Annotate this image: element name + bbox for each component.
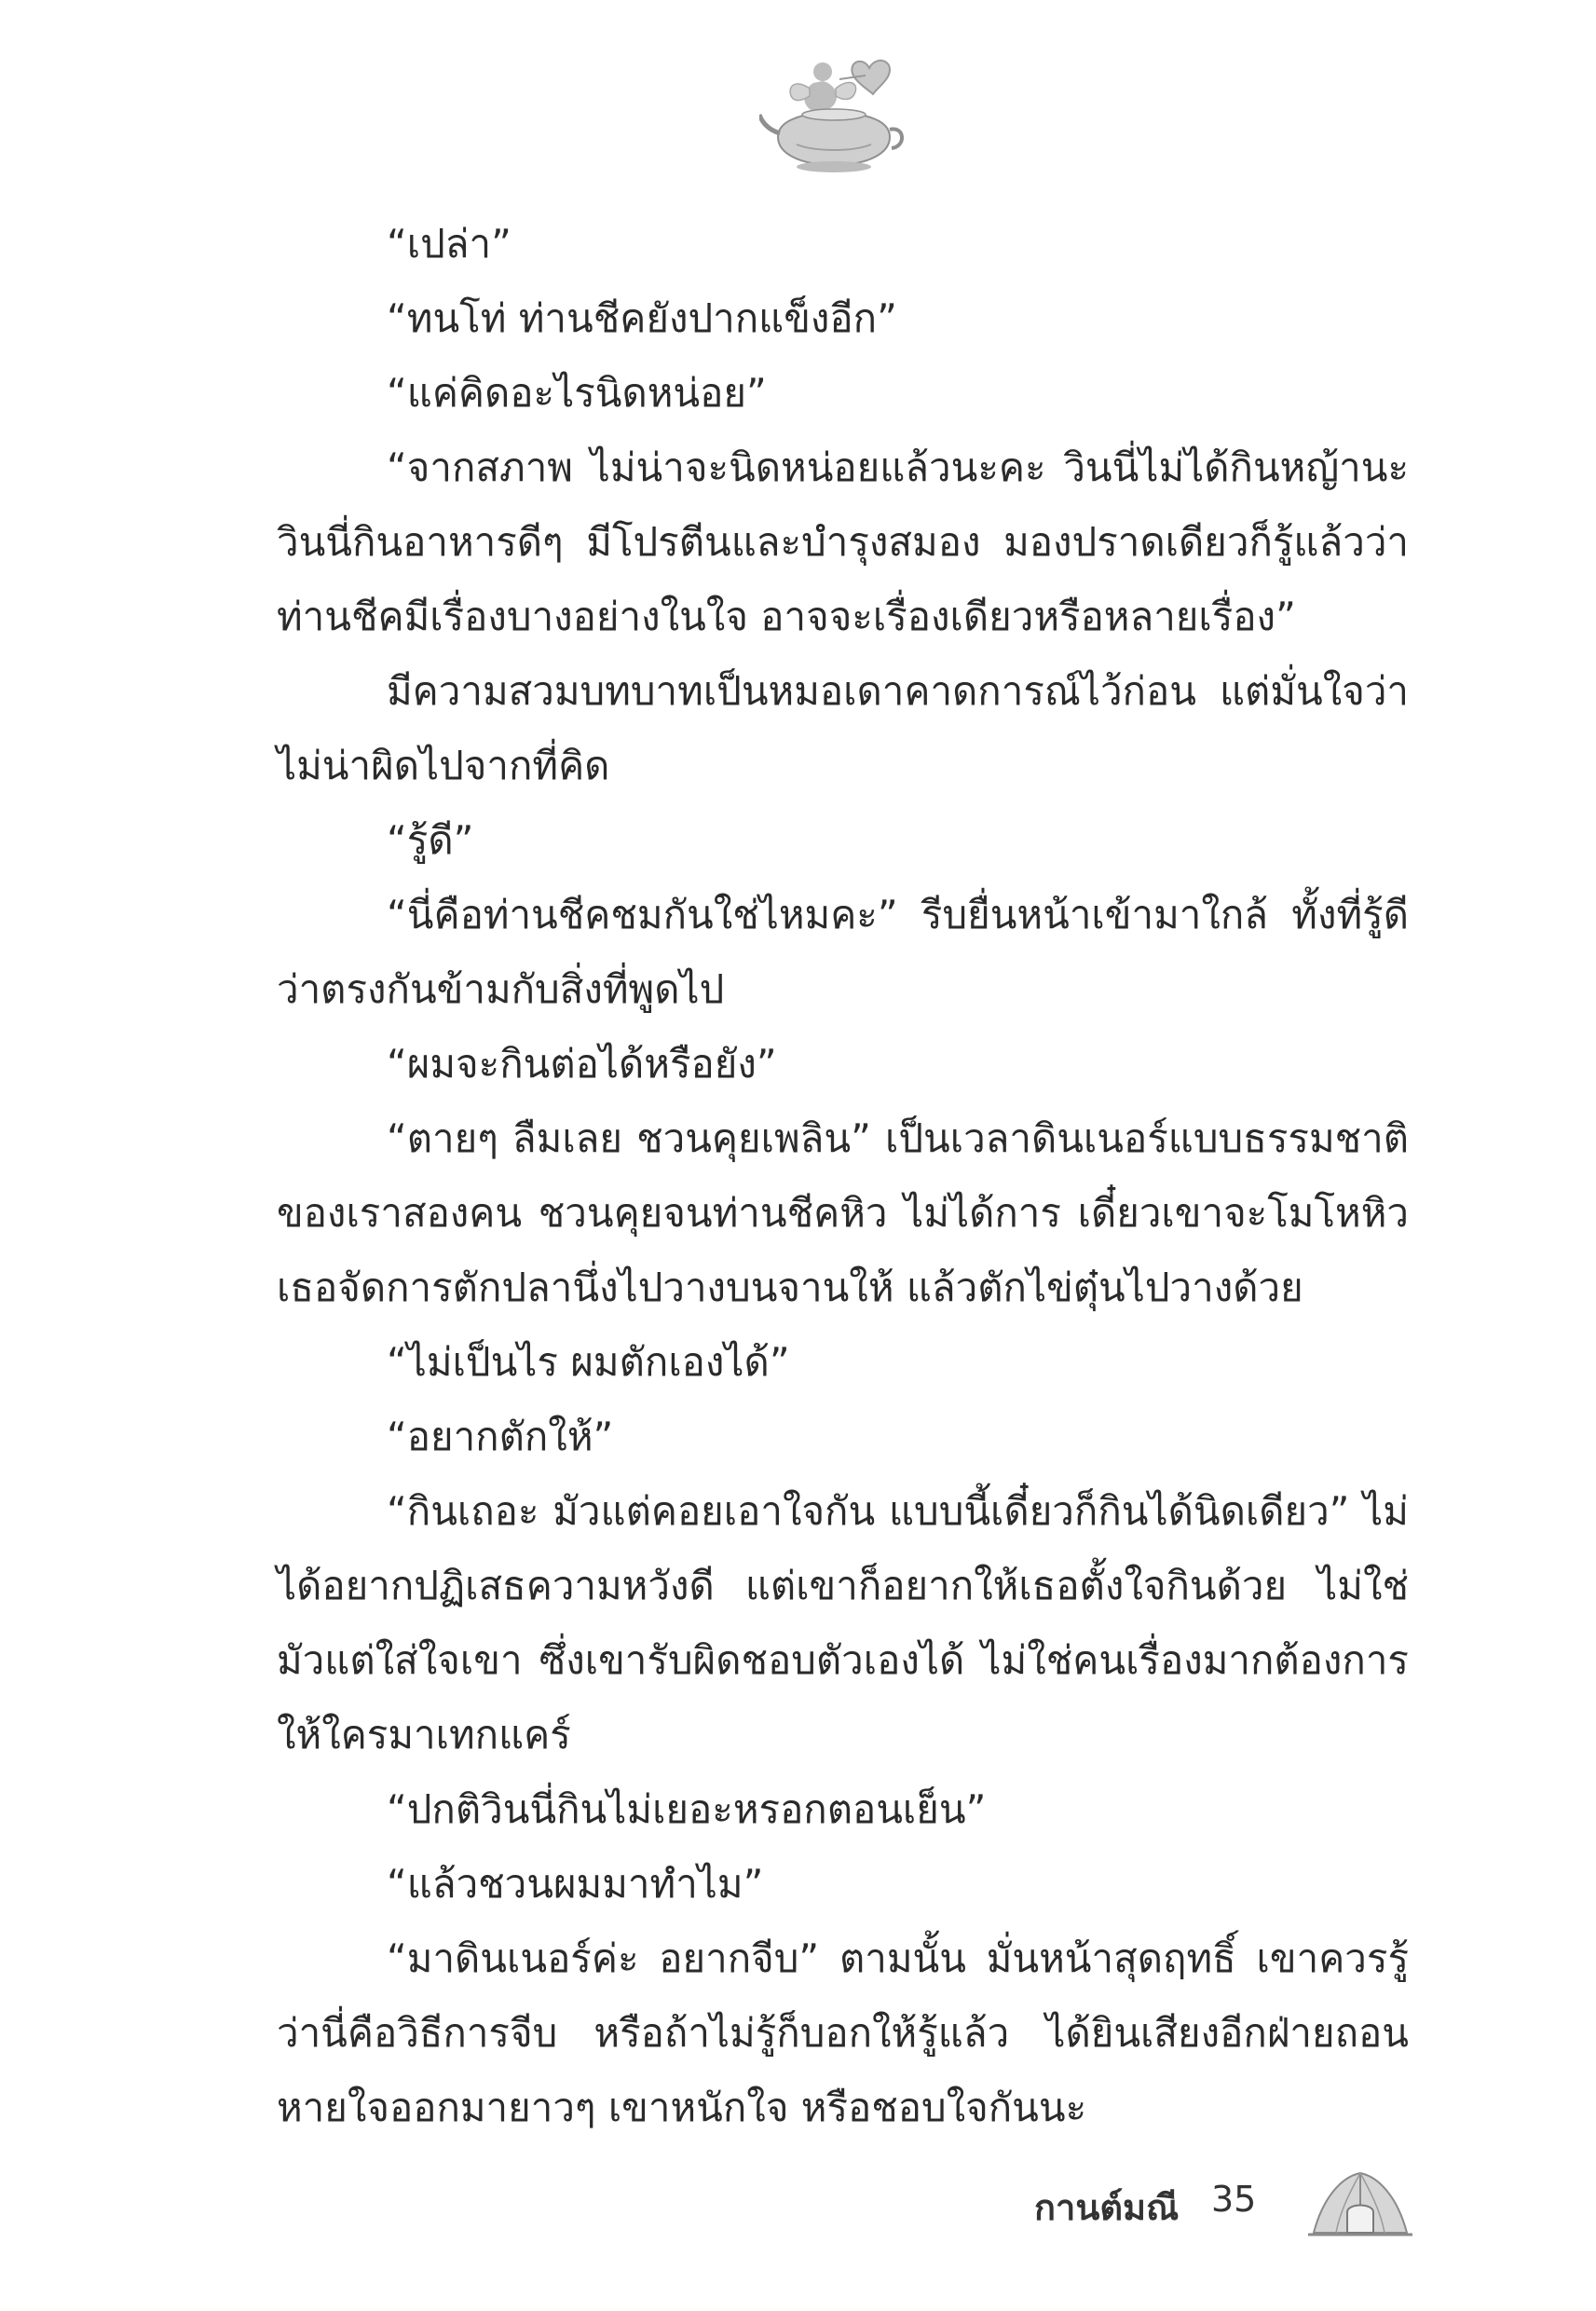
- paragraph: “แค่คิดอะไรนิดหน่อย”: [387, 370, 767, 416]
- paragraph: “เปล่า”: [387, 221, 512, 267]
- body-text: [277, 207, 1409, 2145]
- paragraph: “กินเถอะ มัวแต่คอยเอาใจกัน แบบนี้เดี๋ยวก็กินได้นิดเดียว” ไม่ได้อยากปฏิเสธความหวังดี แต่เขาก็อยากให้เธอตั้งใจกินด้วย ไม่ใช่มัวแต่ใส่ใจเขา ซึ่งเขารับผิดชอบตัวเองได้ ไม่ใช่คนเรื่องมากต้องการให้ใครมาเทกแคร์: [277, 1488, 1409, 1757]
- paragraph: “นี่คือท่านชีคชมกันใช่ไหมคะ” รีบยื่นหน้าเข้ามาใกล้ ทั้งที่รู้ดีว่าตรงกันข้ามกับสิ่งที่พูดไป: [277, 892, 1409, 1012]
- paragraph: “ทนโท่ ท่านชีคยังปากแข็งอีก”: [387, 295, 897, 341]
- paragraph: “มาดินเนอร์ค่ะ อยากจีบ” ตามนั้น มั่นหน้าสุดฤทธิ์ เขาควรรู้ว่านี่คือวิธีการจีบ หรือถ้าไม่รู้ก็บอกให้รู้แล้ว ได้ยินเสียงอีกฝ่ายถอนหายใจออกมายาวๆ เขาหนักใจ หรือชอบใจกันนะ: [277, 1935, 1409, 2130]
- paragraph: “ไม่เป็นไร ผมตักเองได้”: [387, 1339, 790, 1385]
- cupid-teapot-ornament-icon: [759, 51, 908, 177]
- page-number: 35: [1211, 2179, 1257, 2220]
- paragraph: “ผมจะกินต่อได้หรือยัง”: [387, 1041, 777, 1087]
- paragraph: “จากสภาพ ไม่น่าจะนิดหน่อยแล้วนะคะ วินนี่ไม่ได้กินหญ้านะ วินนี่กินอาหารดีๆ มีโปรตีนและบำรุงสมอง มองปราดเดียวก็รู้แล้วว่าท่านชีคมีเรื่องบางอย่างในใจ อาจจะเรื่องเดียวหรือหลายเรื่อง”: [277, 444, 1409, 639]
- book-title: กานต์มณี: [1034, 2187, 1180, 2228]
- paragraph: “รู้ดี”: [387, 817, 474, 863]
- paragraph: “แล้วชวนผมมาทำไม”: [387, 1861, 764, 1907]
- paragraph: มีความสวมบทบาทเป็นหมอเดาคาดการณ์ไว้ก่อน แต่มั่นใจว่าไม่น่าผิดไปจากที่คิด: [277, 668, 1409, 788]
- tent-ornament-icon: [1304, 2160, 1416, 2244]
- paragraph: “ตายๆ ลืมเลย ชวนคุยเพลิน” เป็นเวลาดินเนอร์แบบธรรมชาติของเราสองคน ชวนคุยจนท่านชีคหิว ไม่ได้การ เดี๋ยวเขาจะโมโหหิว เธอจัดการตักปลานึ่งไปวางบนจานให้ แล้วตักไข่ตุ๋นไปวางด้วย: [277, 1115, 1409, 1310]
- page-footer: [1034, 2160, 1416, 2244]
- paragraph: “อยากตักให้”: [387, 1414, 614, 1459]
- paragraph: “ปกติวินนี่กินไม่เยอะหรอกตอนเย็น”: [387, 1786, 987, 1832]
